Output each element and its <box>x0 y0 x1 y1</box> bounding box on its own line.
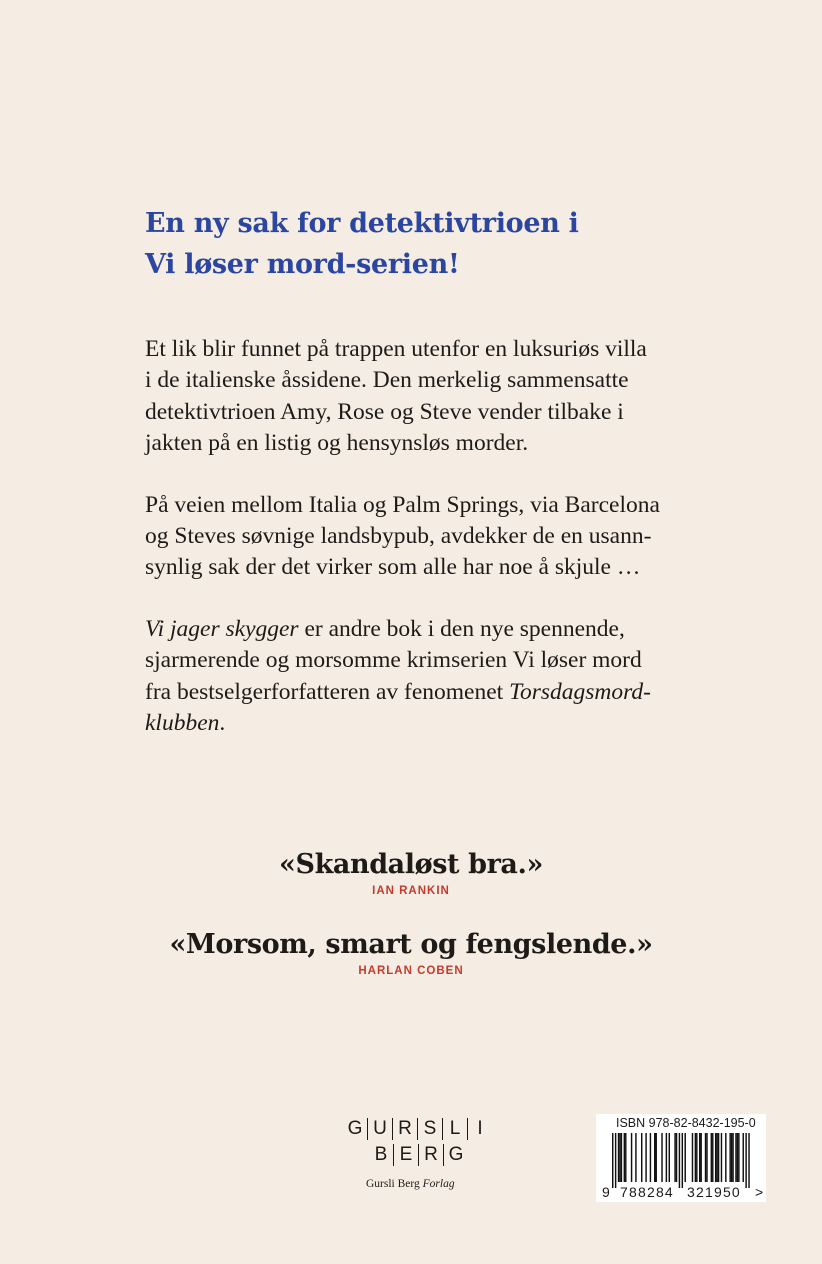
barcode-bar <box>745 1133 746 1188</box>
barcode-digit-first: 9 <box>602 1184 610 1200</box>
publisher-name-italic: Forlag <box>422 1178 455 1190</box>
barcode-bar <box>738 1133 739 1182</box>
logo-letter: U <box>373 1118 387 1139</box>
barcode-bar <box>661 1133 662 1182</box>
logo-row-2 <box>372 1142 498 1168</box>
barcode-bar <box>725 1133 726 1182</box>
paragraph-3-line <box>145 677 745 708</box>
blurb-author: IAN RANKIN <box>372 885 450 897</box>
paragraph-1-line: jakten på en listig og hensynsløs morder. <box>145 430 529 457</box>
blurb-author: HARLAN COBEN <box>358 965 464 977</box>
barcode-bar <box>729 1133 730 1182</box>
barcode-bar <box>615 1133 616 1188</box>
barcode-bar <box>705 1133 706 1182</box>
barcode-bar <box>732 1133 733 1182</box>
barcode-bar <box>619 1133 620 1182</box>
barcode-bar <box>618 1133 619 1182</box>
isbn-barcode <box>596 1114 766 1202</box>
barcode-bar <box>718 1133 719 1182</box>
barcode-digit-end: > <box>755 1184 764 1200</box>
logo-divider <box>393 1144 394 1166</box>
barcode-bar <box>645 1133 646 1182</box>
paragraph-3-line <box>145 614 745 645</box>
logo-divider <box>367 1118 368 1140</box>
headline <box>145 203 579 285</box>
barcode-bar <box>674 1133 675 1182</box>
barcode-bar <box>625 1133 626 1182</box>
barcode-bar <box>696 1133 697 1182</box>
barcode-bar <box>692 1133 693 1182</box>
blurb <box>0 928 822 978</box>
publisher-name-text: Gursli Berg <box>366 1178 420 1190</box>
barcode-bar <box>631 1133 632 1182</box>
logo-letter: L <box>449 1118 461 1139</box>
barcode-bar <box>731 1133 732 1182</box>
logo-letter: I <box>477 1118 483 1139</box>
barcode-bar <box>711 1133 712 1182</box>
barcode-bar <box>621 1133 622 1182</box>
barcode-bar <box>706 1133 707 1182</box>
barcode-bar <box>624 1133 625 1182</box>
logo-divider <box>442 1118 443 1140</box>
logo-divider <box>392 1118 393 1140</box>
barcode-bar <box>700 1133 701 1182</box>
series-title: klubben <box>145 710 220 737</box>
isbn-label: ISBN 978-82-8432-195-0 <box>616 1116 756 1130</box>
logo-divider <box>418 1144 419 1166</box>
publisher-logo <box>346 1116 498 1190</box>
paragraph-3 <box>145 614 745 740</box>
barcode-bar <box>748 1133 749 1188</box>
logo-letter: S <box>423 1118 437 1139</box>
barcode-bar <box>715 1133 716 1182</box>
barcode-bar <box>656 1133 657 1182</box>
barcode-bar <box>612 1133 613 1188</box>
paragraph-2-line: og Steves søvnige landsbypub, avdekker de en usann- <box>145 523 652 550</box>
barcode-bar <box>743 1133 744 1182</box>
paragraph-2 <box>145 490 745 584</box>
barcode-bar <box>721 1133 722 1182</box>
paragraph-3-text: fra bestselgerforfatteren av fenomenet <box>145 678 510 705</box>
paragraph-1 <box>145 334 745 460</box>
barcode-bar <box>666 1133 667 1182</box>
logo-letter: G <box>347 1118 363 1139</box>
blurb-quote: «Skandaløst bra.» <box>279 849 543 880</box>
paragraph-2-line: På veien mellom Italia og Palm Springs, via Barcelona <box>145 491 660 518</box>
barcode-bar <box>635 1133 636 1182</box>
barcode-bar <box>641 1133 642 1182</box>
book-title: Vi jager skygger <box>145 615 299 642</box>
blurb-quote: «Morsom, smart og fengslende.» <box>169 929 653 960</box>
barcode-bar <box>712 1133 713 1182</box>
barcode-bar <box>679 1133 680 1188</box>
barcode-bar <box>650 1133 651 1182</box>
logo-letter: E <box>399 1144 413 1165</box>
publisher-name <box>366 1178 498 1190</box>
synopsis <box>145 334 745 769</box>
logo-divider <box>443 1144 444 1166</box>
headline-line-2: Vi løser mord-serien! <box>145 249 460 280</box>
barcode-bar <box>716 1133 717 1182</box>
paragraph-3-text: . <box>219 710 226 737</box>
paragraph-3-line: sjarmerende og morsomme krimserien Vi løser mord <box>145 647 642 674</box>
barcode-bar <box>676 1133 677 1182</box>
barcode-bar <box>685 1133 686 1182</box>
paragraph-2-line: synlig sak der det virker som alle har noe å skjule … <box>145 554 641 581</box>
logo-divider <box>417 1118 418 1140</box>
barcode-digits-group-2: 321950 <box>687 1184 741 1200</box>
paragraph-1-line: detektivtrioen Amy, Rose og Steve vender tilbake i <box>145 398 624 425</box>
paragraph-1-line: i de italienske åssidene. Den merkelig sammensatte <box>145 367 629 394</box>
logo-letter: B <box>374 1144 388 1165</box>
barcode-bar <box>682 1133 683 1188</box>
review-blurbs <box>0 848 822 978</box>
logo-row-1 <box>346 1116 498 1142</box>
headline-line-1: En ny sak for detektivtrioen i <box>145 208 579 239</box>
barcode-bar <box>735 1133 736 1182</box>
barcode-bar <box>695 1133 696 1182</box>
blurb <box>0 848 822 898</box>
barcode-bar <box>699 1133 700 1182</box>
paragraph-1-line: Et lik blir funnet på trappen utenfor en luksuriøs villa <box>145 336 647 362</box>
series-title: Torsdagsmord- <box>509 678 651 705</box>
barcode-bar <box>737 1133 738 1182</box>
logo-letter: G <box>448 1144 464 1165</box>
barcode-digits-group-1: 788284 <box>620 1184 674 1200</box>
logo-divider <box>467 1118 468 1140</box>
logo-letter: R <box>424 1144 438 1165</box>
paragraph-3-text: er andre bok i den nye spennende, <box>298 615 625 642</box>
barcode-bar <box>654 1133 655 1182</box>
barcode-bar <box>669 1133 670 1182</box>
logo-letter: R <box>398 1118 412 1139</box>
paragraph-3-line <box>145 708 745 739</box>
